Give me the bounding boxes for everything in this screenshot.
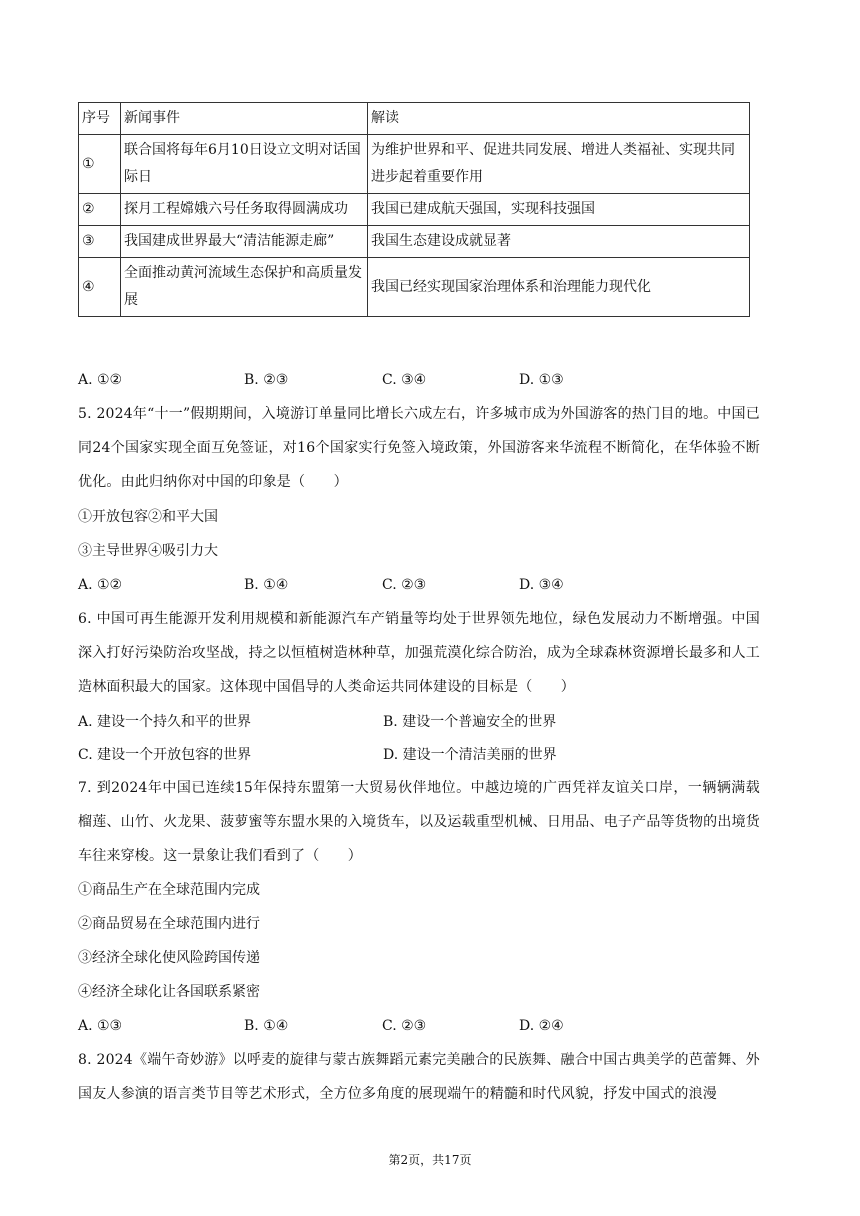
q4-options bbox=[78, 370, 778, 390]
table-row bbox=[79, 226, 750, 258]
news-reading: 我国生态建设成就显著 bbox=[368, 226, 750, 258]
news-table bbox=[78, 102, 750, 317]
option-b[interactable]: B. 建设一个普遍安全的世界 bbox=[383, 714, 557, 730]
news-event: 全面推动黄河流域生态保护和高质量发展 bbox=[121, 258, 368, 317]
q5-options bbox=[78, 575, 778, 595]
q5-item: ①开放包容②和平大国 bbox=[78, 509, 218, 525]
news-reading: 我国已经实现国家治理体系和治理能力现代化 bbox=[368, 258, 750, 317]
news-event: 联合国将每年6月10日设立文明对话国际日 bbox=[121, 135, 368, 194]
q8-stem: 8. 2024《端午奇妙游》以呼麦的旋律与蒙古族舞蹈元素完美融合的民族舞、融合中国古典美学的芭蕾舞、外国友人参演的语言类节目等艺术形式，全方位多角度的展现端午的精髓和时代风貌，抒发中国式的浪漫 bbox=[78, 1052, 760, 1102]
q7-item: ②商品贸易在全球范围内进行 bbox=[78, 916, 260, 932]
option-c[interactable]: C. 建设一个开放包容的世界 bbox=[78, 747, 252, 763]
table-row bbox=[79, 135, 750, 194]
option-d[interactable]: D. ①③ bbox=[519, 372, 564, 388]
option-a[interactable]: A. ①② bbox=[78, 372, 123, 388]
option-b[interactable]: B. ①④ bbox=[244, 577, 289, 593]
option-a[interactable]: A. ①② bbox=[78, 577, 123, 593]
q7-item: ①商品生产在全球范围内完成 bbox=[78, 882, 260, 898]
q6-stem: 6. 中国可再生能源开发利用规模和新能源汽车产销量等均处于世界领先地位，绿色发展动力不断增强。中国深入打好污染防治攻坚战，持之以恒植树造林种草，加强荒漠化综合防治，成为全球森林资源增长最多和人工造林面积最大的国家。这体现中国倡导的人类命运共同体建设的目标是（ ） bbox=[78, 611, 760, 695]
q7-item: ④经济全球化让各国联系紧密 bbox=[78, 984, 260, 1000]
header-cell: 序号 bbox=[79, 103, 121, 135]
q7-options bbox=[78, 1016, 778, 1036]
option-a[interactable]: A. 建设一个持久和平的世界 bbox=[78, 714, 252, 730]
table-row bbox=[79, 258, 750, 317]
option-d[interactable]: D. ③④ bbox=[519, 577, 564, 593]
row-number: ③ bbox=[79, 226, 121, 258]
row-number: ④ bbox=[79, 258, 121, 317]
news-event: 我国建成世界最大“清洁能源走廊” bbox=[121, 226, 368, 258]
q5-item: ③主导世界④吸引力大 bbox=[78, 543, 218, 559]
table-header-row bbox=[79, 103, 750, 135]
news-reading: 我国已建成航天强国，实现科技强国 bbox=[368, 194, 750, 226]
news-event: 探月工程嫦娥六号任务取得圆满成功 bbox=[121, 194, 368, 226]
row-number: ② bbox=[79, 194, 121, 226]
header-cell: 解读 bbox=[368, 103, 750, 135]
q7-stem: 7. 到2024年中国已连续15年保持东盟第一大贸易伙伴地位。中越边境的广西凭祥友谊关口岸，一辆辆满载榴莲、山竹、火龙果、菠萝蜜等东盟水果的入境货车，以及运载重型机械、日用品、电子产品等货物的出境货车往来穿梭。这一景象让我们看到了（ ） bbox=[78, 780, 760, 864]
table-row bbox=[79, 194, 750, 226]
option-b[interactable]: B. ②③ bbox=[244, 372, 289, 388]
option-c[interactable]: C. ③④ bbox=[382, 372, 427, 388]
news-reading: 为维护世界和平、促进共同发展、增进人类福祉、实现共同进步起着重要作用 bbox=[368, 135, 750, 194]
page-footer: 第2页，共17页 bbox=[388, 1153, 472, 1167]
row-number: ① bbox=[79, 135, 121, 194]
q7-item: ③经济全球化使风险跨国传递 bbox=[78, 950, 260, 966]
option-c[interactable]: C. ②③ bbox=[382, 1018, 427, 1034]
q5-stem: 5. 2024年“十一”假期期间，入境游订单量同比增长六成左右，许多城市成为外国游客的热门目的地。中国已同24个国家实现全面互免签证，对16个国家实行免签入境政策，外国游客来华流程不断简化，在华体验不断优化。由此归纳你对中国的印象是（ ） bbox=[78, 406, 760, 490]
option-d[interactable]: D. ②④ bbox=[519, 1018, 564, 1034]
option-c[interactable]: C. ②③ bbox=[382, 577, 427, 593]
option-a[interactable]: A. ①③ bbox=[78, 1018, 123, 1034]
header-cell: 新闻事件 bbox=[121, 103, 368, 135]
option-d[interactable]: D. 建设一个清洁美丽的世界 bbox=[383, 747, 557, 763]
option-b[interactable]: B. ①④ bbox=[244, 1018, 289, 1034]
